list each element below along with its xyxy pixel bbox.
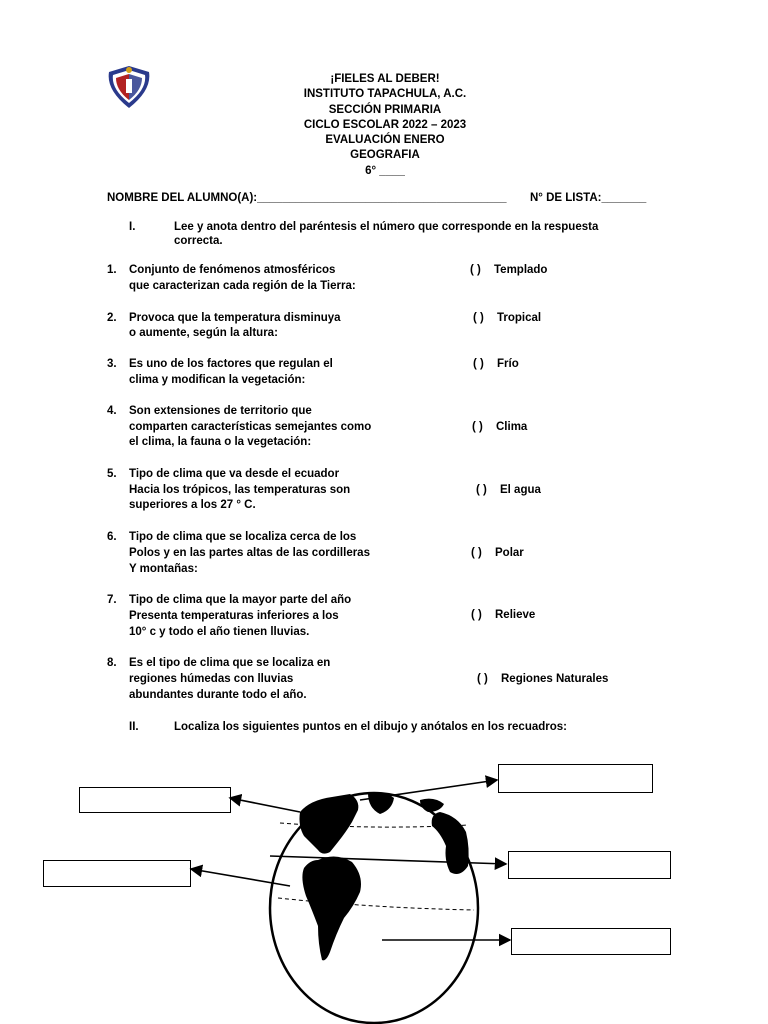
question-number: 6. xyxy=(107,531,117,543)
section2-instruction: Localiza los siguientes puntos en el dibujo y anótalos en los recuadros: xyxy=(174,721,567,733)
question-number: 3. xyxy=(107,358,117,370)
question-text: Polos y en las partes altas de las cordilleras xyxy=(129,547,370,559)
question-text: Conjunto de fenómenos atmosféricos xyxy=(129,264,336,276)
arrow-to-upper-left-box xyxy=(230,798,300,812)
answer-blank[interactable]: ( ) xyxy=(476,484,487,496)
answer-blank[interactable]: ( ) xyxy=(471,609,482,621)
question-number: 4. xyxy=(107,405,117,417)
question-text: Tipo de clima que se localiza cerca de los xyxy=(129,531,357,543)
question-number: 8. xyxy=(107,657,117,669)
question-text: Es el tipo de clima que se localiza en xyxy=(129,657,331,669)
header-motto: ¡FIELES AL DEBER! xyxy=(330,73,440,85)
answer-blank[interactable]: ( ) xyxy=(472,421,483,433)
question-text: superiores a los 27 ° C. xyxy=(129,499,256,511)
question-number: 2. xyxy=(107,312,117,324)
question-text: Y montañas: xyxy=(129,563,198,575)
answer-label: Tropical xyxy=(497,312,542,324)
question-text: 10° c y todo el año tienen lluvias. xyxy=(129,626,310,638)
answer-blank[interactable]: ( ) xyxy=(470,264,481,276)
section2-numeral: II. xyxy=(129,721,139,733)
section1-instruction-cont: correcta. xyxy=(174,235,223,247)
answer-label: Regiones Naturales xyxy=(501,673,609,685)
question-text: o aumente, según la altura: xyxy=(129,327,278,339)
answer-blank[interactable]: ( ) xyxy=(477,673,488,685)
answer-blank[interactable]: ( ) xyxy=(473,312,484,324)
answer-label: El agua xyxy=(500,484,541,496)
question-text: el clima, la fauna o la vegetación: xyxy=(129,436,312,448)
question-text: abundantes durante todo el año. xyxy=(129,689,307,701)
question-number: 7. xyxy=(107,594,117,606)
question-text: Son extensiones de territorio que xyxy=(129,405,312,417)
section1-instruction: Lee y anota dentro del paréntesis el número que corresponde en la respuesta xyxy=(174,221,599,233)
school-cycle: CICLO ESCOLAR 2022 – 2023 xyxy=(303,118,467,131)
answer-label: Polar xyxy=(495,547,524,559)
answer-blank[interactable]: ( ) xyxy=(473,358,484,370)
question-number: 1. xyxy=(107,264,117,276)
question-number: 5. xyxy=(107,468,117,480)
question-text: que caracterizan cada región de la Tierra: xyxy=(129,280,356,292)
exam-title: EVALUACIÓN ENERO xyxy=(325,134,445,147)
question-text: Presenta temperaturas inferiores a los xyxy=(129,610,339,622)
grade-line: 6° ____ xyxy=(365,164,405,177)
question-text: Tipo de clima que la mayor parte del año xyxy=(129,594,352,606)
section1-numeral: I. xyxy=(129,221,136,233)
school-name: INSTITUTO TAPACHULA, A.C. xyxy=(303,88,467,101)
question-text: comparten características semejantes como xyxy=(129,421,372,433)
question-text: Hacia los trópicos, las temperaturas son xyxy=(129,484,351,496)
question-text: Tipo de clima que va desde el ecuador xyxy=(129,468,340,480)
question-text: Es uno de los factores que regulan el xyxy=(129,358,333,370)
list-number-field[interactable]: N° DE LISTA:_______ xyxy=(530,192,647,204)
subject-title: GEOGRAFIA xyxy=(350,149,420,162)
answer-label: Templado xyxy=(494,264,548,276)
answer-blank[interactable]: ( ) xyxy=(471,547,482,559)
question-text: clima y modifican la vegetación: xyxy=(129,374,306,386)
question-text: regiones húmedas con lluvias xyxy=(129,673,294,685)
answer-label: Frío xyxy=(497,358,519,370)
school-section: SECCIÓN PRIMARIA xyxy=(328,103,442,116)
answer-label: Relieve xyxy=(495,609,536,621)
arrow-to-top-right-box xyxy=(360,780,497,800)
question-text: Provoca que la temperatura disminuya xyxy=(129,312,341,324)
answer-label: Clima xyxy=(496,421,528,433)
student-name-field[interactable]: NOMBRE DEL ALUMNO(A):_______________________________________ xyxy=(107,192,507,204)
